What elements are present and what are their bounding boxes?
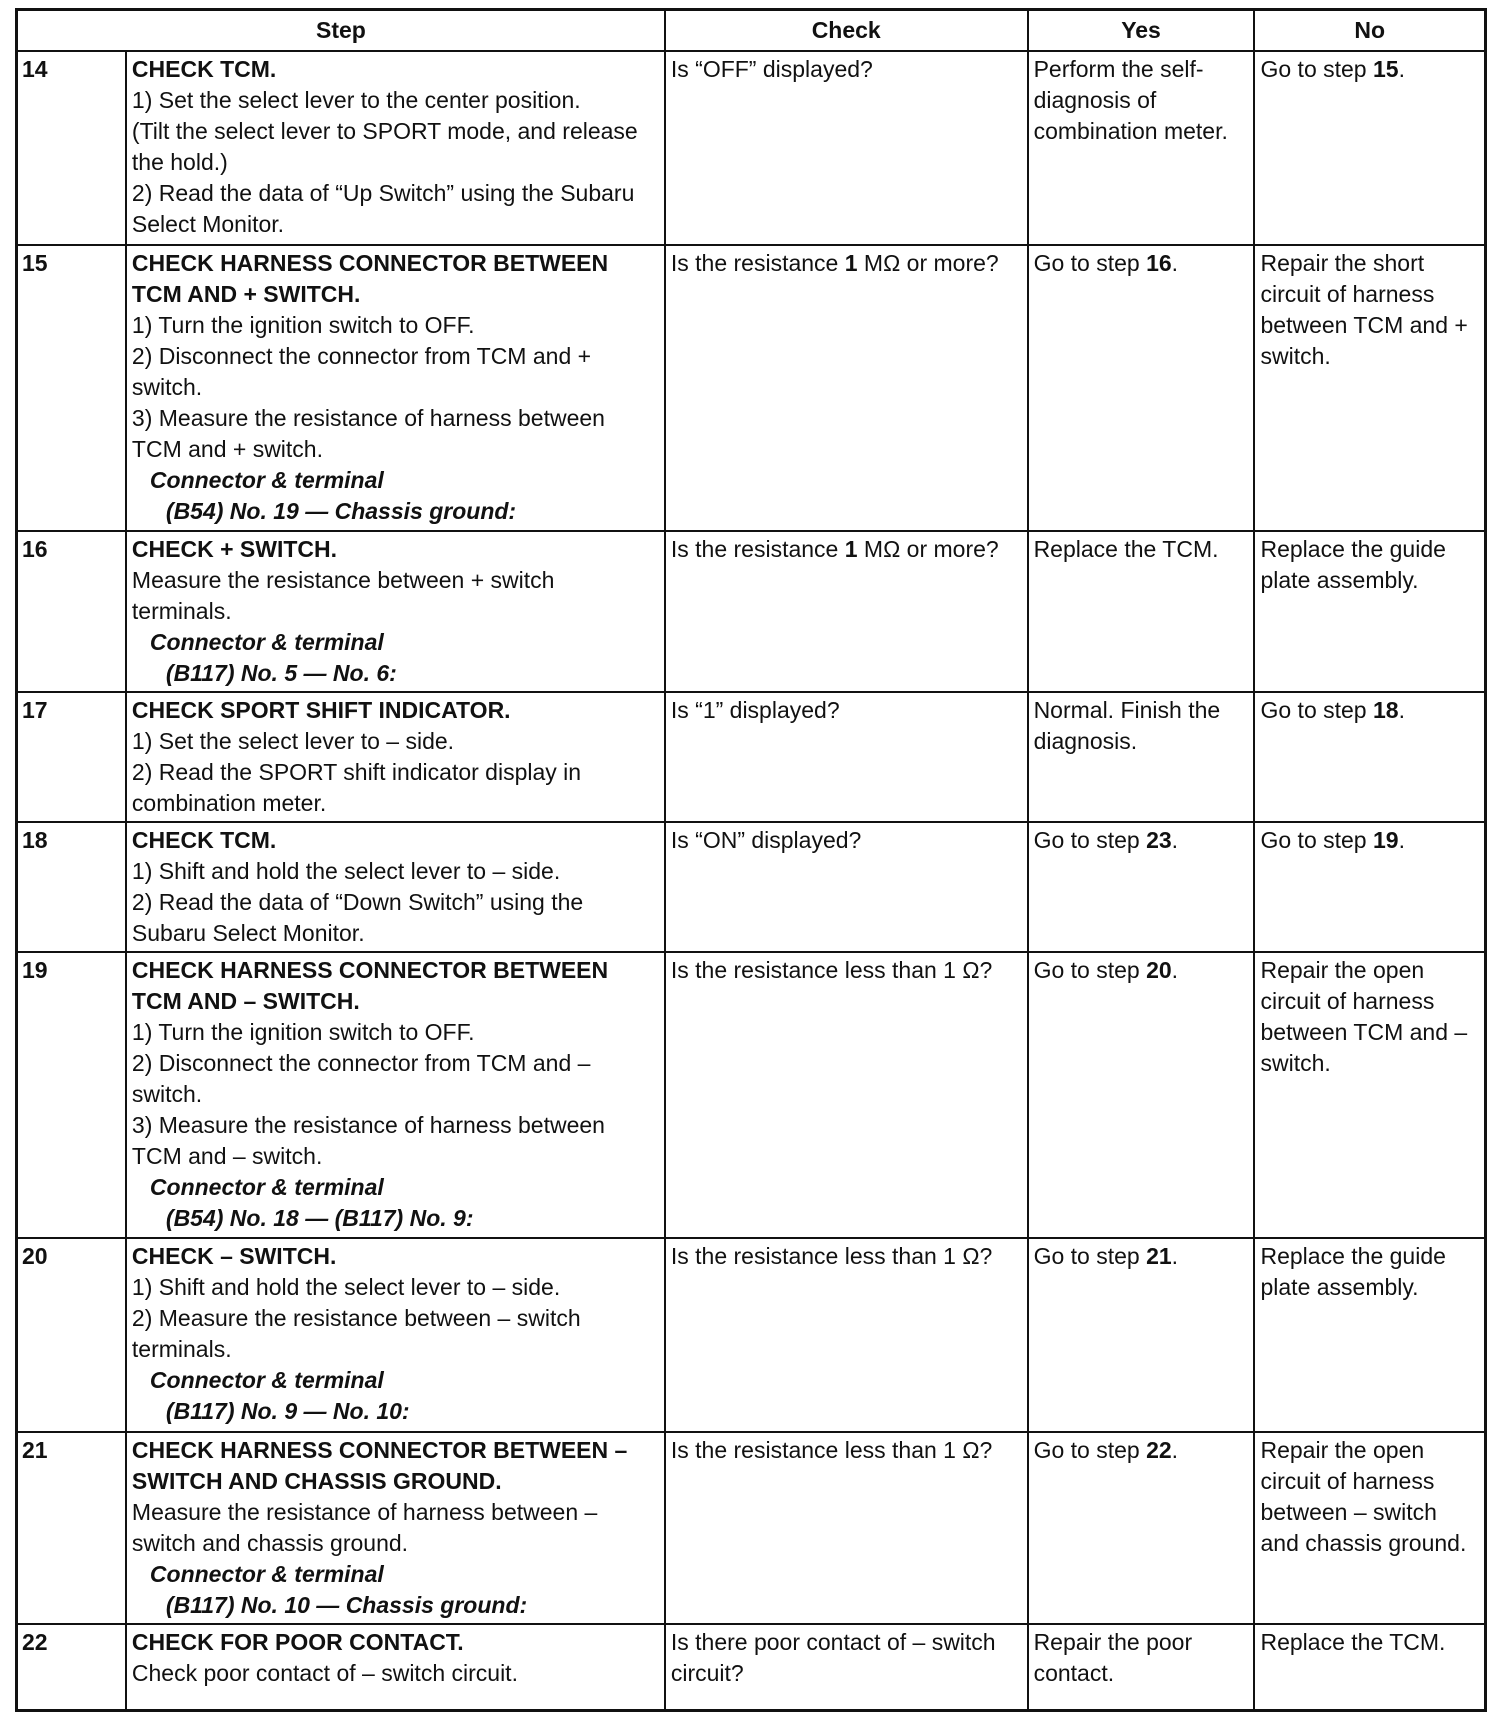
no-end: .	[1398, 827, 1405, 853]
check-cell: Is the resistance less than 1 Ω?	[665, 952, 1028, 1238]
yes-text: Go to step	[1033, 250, 1147, 276]
step-description	[126, 531, 665, 692]
check-cell: Is “OFF” displayed?	[665, 51, 1028, 245]
yes-step-ref: 16	[1146, 250, 1172, 276]
check-unit: MΩ or more?	[857, 536, 999, 562]
check-cell	[665, 531, 1028, 692]
step-description	[126, 822, 665, 952]
no-step-ref: 15	[1373, 56, 1399, 82]
connector-label: Connector & terminal	[149, 467, 384, 493]
step-instruction: 1) Shift and hold the select lever to – side.	[131, 1274, 561, 1300]
no-step-ref: 18	[1373, 697, 1399, 723]
no-cell	[1254, 51, 1485, 245]
step-instruction: 2) Disconnect the connector from TCM and + switch.	[131, 343, 592, 400]
no-cell	[1254, 692, 1485, 822]
yes-cell	[1028, 245, 1255, 531]
step-number: 17	[17, 692, 126, 822]
table-row	[17, 1624, 1486, 1710]
yes-step-ref: 23	[1146, 827, 1172, 853]
step-description	[126, 1238, 665, 1432]
yes-cell	[1028, 1238, 1255, 1432]
table-row	[17, 245, 1486, 531]
no-text: Go to step	[1260, 827, 1373, 853]
step-title: CHECK – SWITCH.	[131, 1243, 337, 1269]
step-instruction: 1) Set the select lever to the center position.	[131, 87, 581, 113]
step-instruction: 3) Measure the resistance of harness between TCM and – switch.	[131, 1112, 605, 1169]
yes-cell: Perform the self-diagnosis of combination meter.	[1028, 51, 1255, 245]
check-cell: Is the resistance less than 1 Ω?	[665, 1432, 1028, 1624]
table-header-row	[17, 10, 1486, 52]
step-instruction: 1) Set the select lever to – side.	[131, 728, 455, 754]
step-instruction: 2) Read the data of “Down Switch” using the Subaru Select Monitor.	[131, 889, 584, 946]
diagnostic-table	[15, 8, 1487, 1712]
table-row	[17, 51, 1486, 245]
step-instruction: 1) Turn the ignition switch to OFF.	[131, 1019, 475, 1045]
table-row	[17, 952, 1486, 1238]
step-number: 22	[17, 1624, 126, 1710]
check-cell: Is there poor contact of – switch circuit?	[665, 1624, 1028, 1710]
table-row	[17, 822, 1486, 952]
check-text: Is the resistance	[670, 250, 845, 276]
check-cell: Is “ON” displayed?	[665, 822, 1028, 952]
step-instruction: 1) Shift and hold the select lever to – side.	[131, 858, 561, 884]
yes-cell: Normal. Finish the diagnosis.	[1028, 692, 1255, 822]
step-description	[126, 1624, 665, 1710]
step-number: 20	[17, 1238, 126, 1432]
step-instruction: Check poor contact of – switch circuit.	[131, 1660, 518, 1686]
connector-terminal: (B117) No. 9 — No. 10:	[165, 1398, 410, 1424]
yes-text: Go to step	[1033, 1243, 1147, 1269]
yes-end: .	[1171, 957, 1179, 983]
step-title: CHECK TCM.	[131, 827, 277, 853]
step-instruction: (Tilt the select lever to SPORT mode, and release the hold.)	[131, 118, 638, 175]
header-yes: Yes	[1028, 10, 1255, 52]
header-check: Check	[665, 10, 1028, 52]
yes-end: .	[1171, 250, 1179, 276]
no-cell: Replace the guide plate assembly.	[1254, 531, 1485, 692]
check-value: 1	[844, 250, 858, 276]
step-instruction: Measure the resistance between + switch terminals.	[131, 567, 555, 624]
step-instruction: 2) Disconnect the connector from TCM and – switch.	[131, 1050, 591, 1107]
step-title: CHECK HARNESS CONNECTOR BETWEEN TCM AND + SWITCH.	[131, 250, 609, 307]
table-row	[17, 531, 1486, 692]
yes-cell	[1028, 952, 1255, 1238]
no-cell: Repair the open circuit of harness between TCM and – switch.	[1254, 952, 1485, 1238]
yes-step-ref: 20	[1146, 957, 1172, 983]
check-unit: MΩ or more?	[857, 250, 999, 276]
connector-terminal: (B54) No. 19 — Chassis ground:	[165, 498, 517, 524]
step-description	[126, 1432, 665, 1624]
step-title: CHECK HARNESS CONNECTOR BETWEEN – SWITCH AND CHASSIS GROUND.	[131, 1437, 628, 1494]
no-cell: Repair the open circuit of harness between – switch and chassis ground.	[1254, 1432, 1485, 1624]
step-number: 18	[17, 822, 126, 952]
yes-end: .	[1171, 1437, 1179, 1463]
check-text: Is the resistance	[670, 536, 845, 562]
check-value: 1	[844, 536, 858, 562]
no-step-ref: 19	[1373, 827, 1399, 853]
table-row	[17, 1238, 1486, 1432]
check-cell: Is the resistance less than 1 Ω?	[665, 1238, 1028, 1432]
yes-cell	[1028, 822, 1255, 952]
yes-step-ref: 21	[1146, 1243, 1172, 1269]
step-number: 21	[17, 1432, 126, 1624]
no-end: .	[1398, 697, 1405, 723]
step-instruction: 2) Read the data of “Up Switch” using the Subaru Select Monitor.	[131, 180, 635, 237]
step-description	[126, 692, 665, 822]
header-step: Step	[17, 10, 665, 52]
connector-label: Connector & terminal	[149, 1561, 384, 1587]
yes-end: .	[1171, 827, 1179, 853]
connector-terminal: (B117) No. 10 — Chassis ground:	[165, 1592, 528, 1618]
yes-cell: Repair the poor contact.	[1028, 1624, 1255, 1710]
no-text: Go to step	[1260, 697, 1373, 723]
step-instruction: 1) Turn the ignition switch to OFF.	[131, 312, 475, 338]
yes-end: .	[1171, 1243, 1179, 1269]
step-instruction: 3) Measure the resistance of harness between TCM and + switch.	[131, 405, 605, 462]
step-title: CHECK + SWITCH.	[131, 536, 337, 562]
step-number: 19	[17, 952, 126, 1238]
step-instruction: Measure the resistance of harness between – switch and chassis ground.	[131, 1499, 598, 1556]
connector-label: Connector & terminal	[149, 1367, 384, 1393]
step-title: CHECK FOR POOR CONTACT.	[131, 1629, 464, 1655]
step-instruction: 2) Read the SPORT shift indicator display in combination meter.	[131, 759, 582, 816]
step-description	[126, 952, 665, 1238]
step-number: 16	[17, 531, 126, 692]
yes-cell	[1028, 1432, 1255, 1624]
no-cell	[1254, 822, 1485, 952]
yes-text: Go to step	[1033, 1437, 1147, 1463]
no-text: Go to step	[1260, 56, 1373, 82]
step-description	[126, 51, 665, 245]
step-instruction: 2) Measure the resistance between – switch terminals.	[131, 1305, 581, 1362]
yes-text: Go to step	[1033, 827, 1147, 853]
connector-label: Connector & terminal	[149, 629, 384, 655]
step-description	[126, 245, 665, 531]
yes-step-ref: 22	[1146, 1437, 1172, 1463]
step-title: CHECK HARNESS CONNECTOR BETWEEN TCM AND – SWITCH.	[131, 957, 609, 1014]
header-no: No	[1254, 10, 1485, 52]
check-cell: Is “1” displayed?	[665, 692, 1028, 822]
check-cell	[665, 245, 1028, 531]
step-title: CHECK SPORT SHIFT INDICATOR.	[131, 697, 511, 723]
diagnostic-procedure-document	[15, 8, 1487, 1712]
table-row	[17, 1432, 1486, 1624]
no-cell: Replace the guide plate assembly.	[1254, 1238, 1485, 1432]
no-cell: Repair the short circuit of harness between TCM and + switch.	[1254, 245, 1485, 531]
step-number: 14	[17, 51, 126, 245]
connector-label: Connector & terminal	[149, 1174, 384, 1200]
no-end: .	[1398, 56, 1405, 82]
table-row	[17, 692, 1486, 822]
no-cell: Replace the TCM.	[1254, 1624, 1485, 1710]
connector-terminal: (B117) No. 5 — No. 6:	[165, 660, 397, 686]
step-number: 15	[17, 245, 126, 531]
yes-text: Go to step	[1033, 957, 1147, 983]
step-title: CHECK TCM.	[131, 56, 277, 82]
connector-terminal: (B54) No. 18 — (B117) No. 9:	[165, 1205, 474, 1231]
yes-cell: Replace the TCM.	[1028, 531, 1255, 692]
